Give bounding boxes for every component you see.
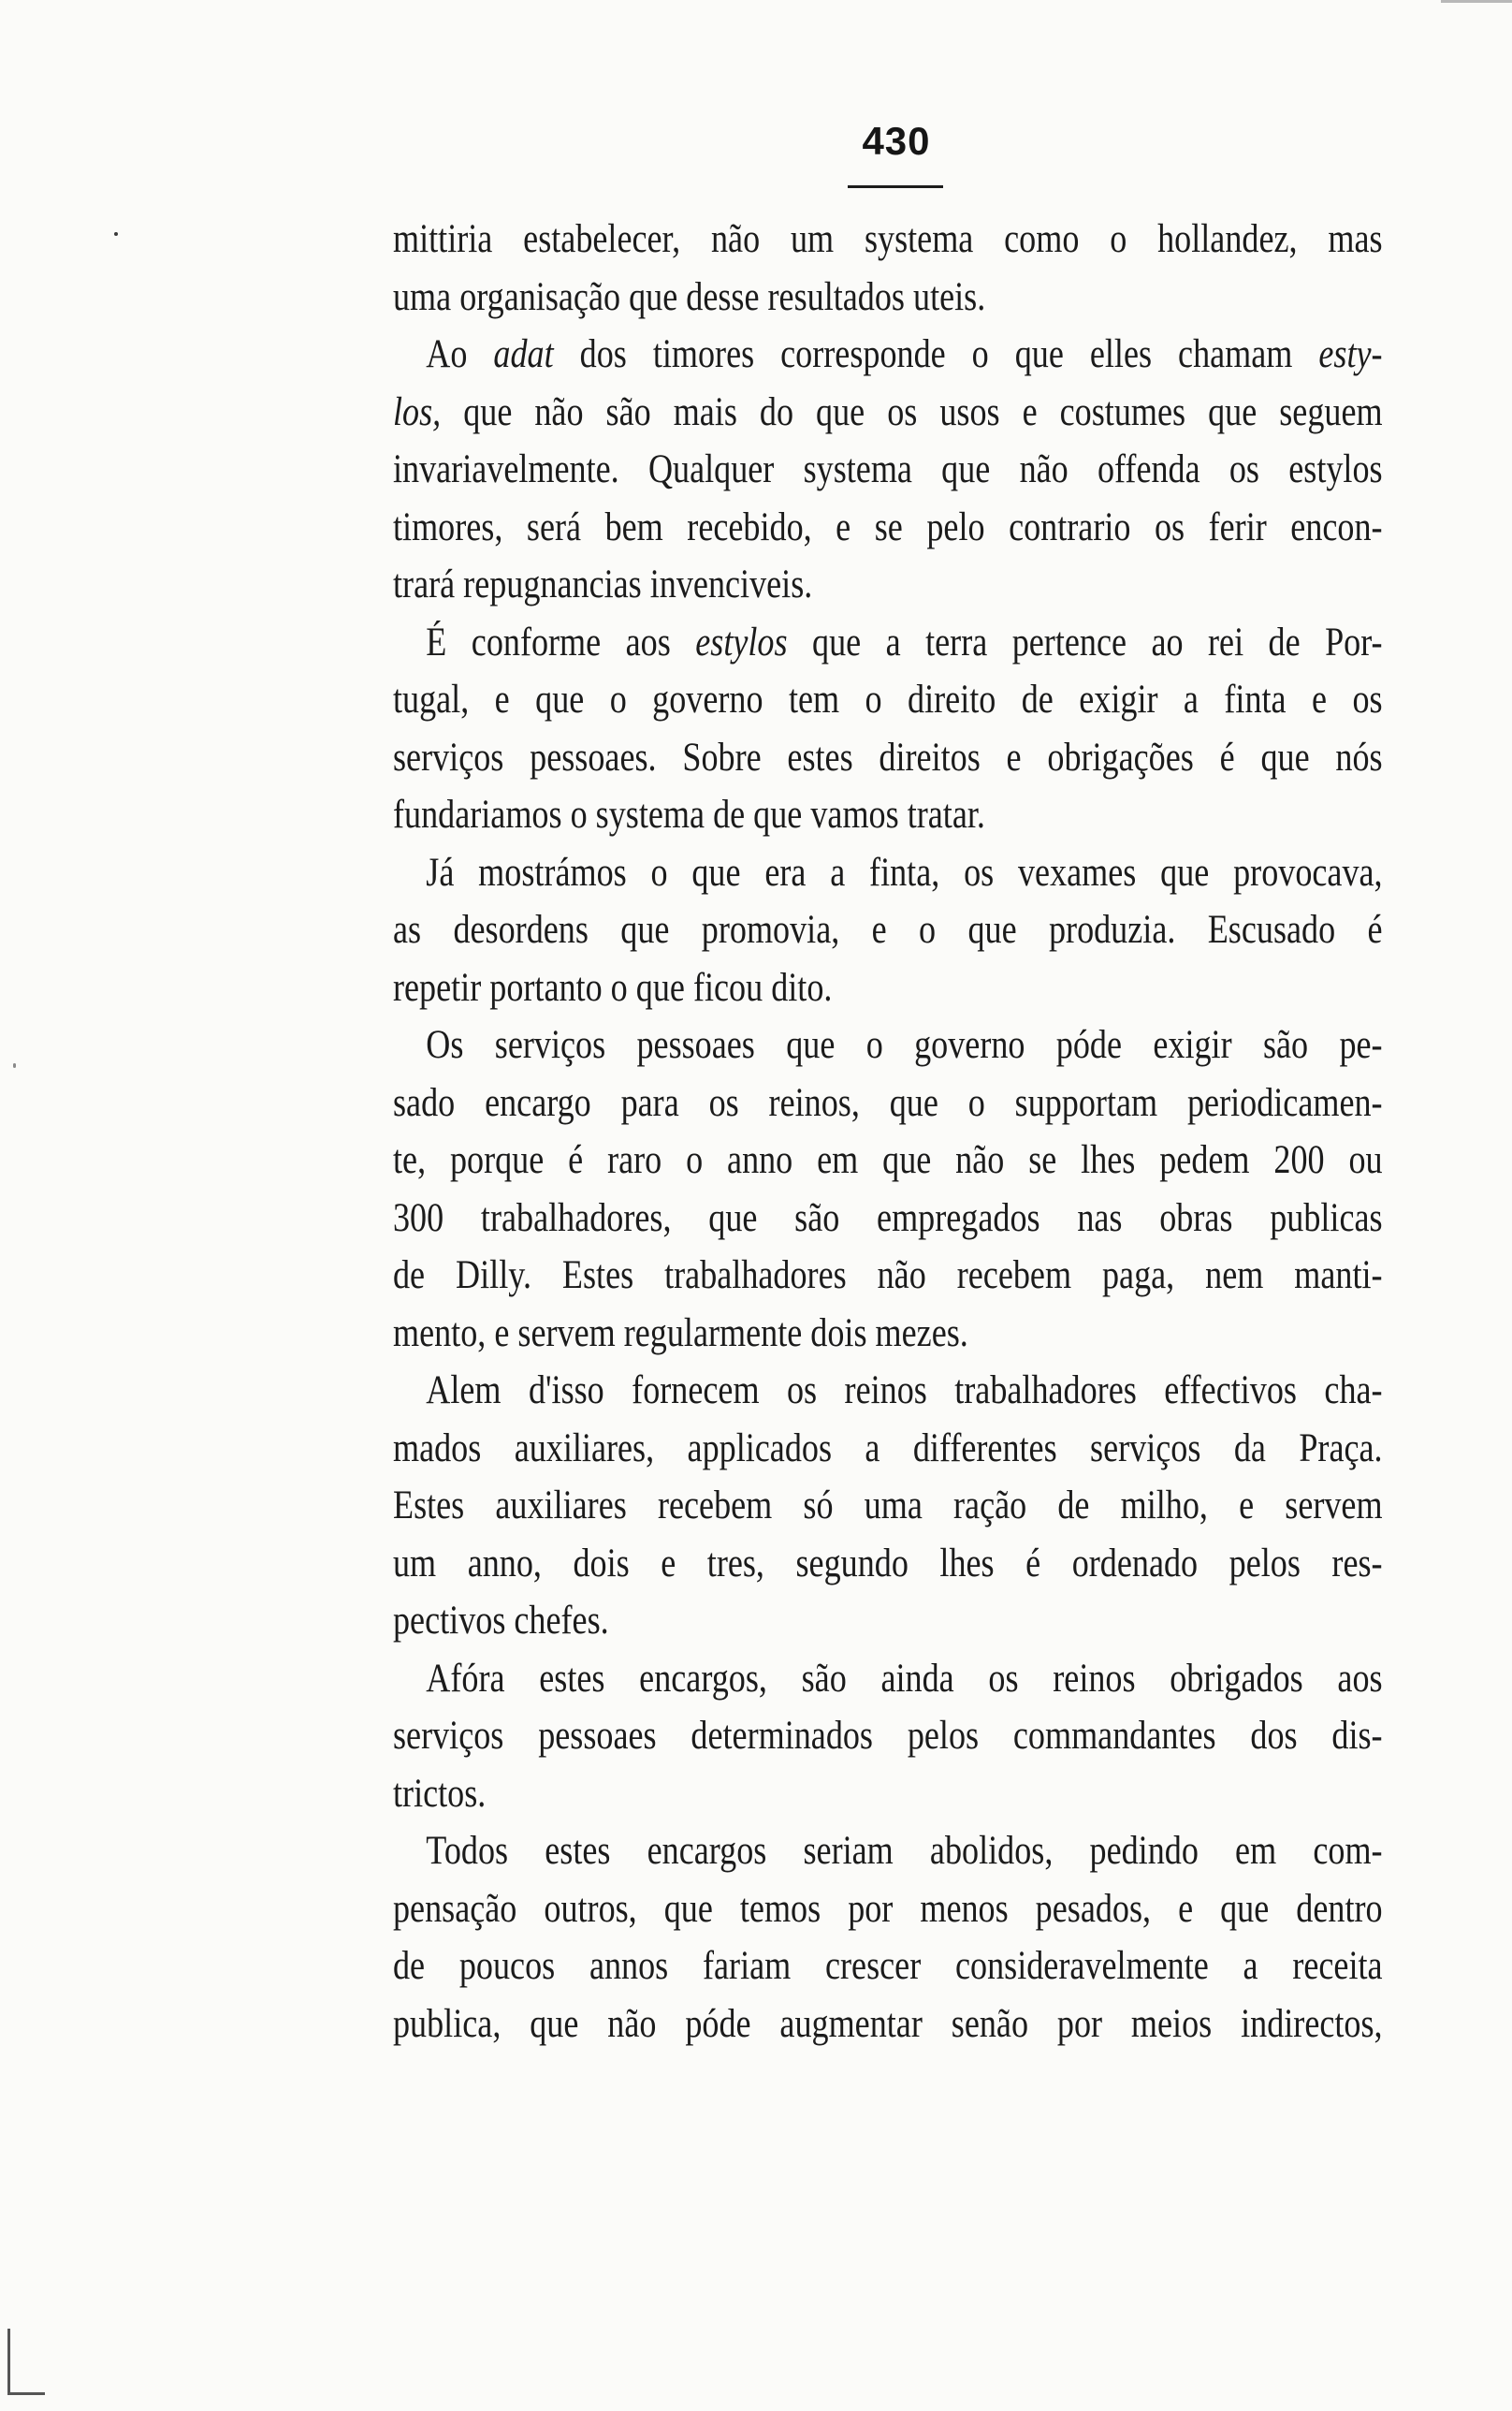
text-line [393, 1707, 1383, 1765]
text-segment: repetir portanto o que ficou dito. [393, 965, 833, 1010]
text-segment: de poucos annos fariam crescer consideravelmente a receita [393, 1944, 1383, 1988]
text-line [393, 1305, 1383, 1363]
text-segment: 300 trabalhadores, que são empregados nas obras publicas [393, 1195, 1383, 1240]
text-line [393, 556, 1383, 614]
text-segment: invariavelmente. Qualquer systema que não offenda os estylos [393, 447, 1383, 491]
text-line [393, 1880, 1383, 1938]
text-segment: pectivos chefes. [393, 1599, 609, 1643]
text-line [393, 1650, 1383, 1708]
text-line [393, 671, 1383, 729]
text-line [393, 959, 1383, 1017]
text-line [393, 1132, 1383, 1190]
text-line [393, 326, 1383, 384]
italic-term: adat [493, 332, 554, 376]
text-segment: pensação outros, que temos por menos pesados, e que dentro [393, 1886, 1383, 1931]
margin-edge-mark [7, 2329, 10, 2394]
italic-term: estylos [695, 620, 788, 665]
text-segment: que não são mais do que os usos e costumes que seguem [441, 389, 1383, 434]
text-segment: serviços pessoaes determinados pelos commandantes dos dis- [393, 1714, 1383, 1758]
text-line [393, 786, 1383, 844]
text-segment: sado encargo para os reinos, que o supportam periodicamen- [393, 1080, 1383, 1125]
text-line [393, 901, 1383, 959]
text-line [393, 211, 1383, 269]
text-segment: Todos estes encargos seriam abolidos, pedindo em com- [426, 1829, 1383, 1873]
text-line [393, 269, 1383, 327]
text-line [393, 1822, 1383, 1880]
text-segment: trictos. [393, 1771, 487, 1816]
text-line [393, 384, 1383, 442]
text-line [393, 1420, 1383, 1478]
text-line [393, 1477, 1383, 1535]
text-segment: Afóra estes encargos, são ainda os reinos obrigados aos [426, 1656, 1383, 1701]
text-segment: de Dilly. Estes trabalhadores não recebem paga, nem manti- [393, 1253, 1383, 1297]
text-segment: mento, e servem regularmente dois mezes. [393, 1310, 968, 1355]
text-segment: Já mostrámos o que era a finta, os vexames que provocava, [426, 850, 1383, 895]
text-segment: mados auxiliares, applicados a differentes serviços da Praça. [393, 1425, 1383, 1470]
text-line [393, 1765, 1383, 1823]
text-line [393, 844, 1383, 902]
text-segment: tugal, e que o governo tem o direito de exigir a finta e os [393, 678, 1383, 722]
margin-speck [13, 1063, 16, 1068]
text-segment: um anno, dois e tres, segundo lhes é ordenado pelos res- [393, 1541, 1383, 1585]
text-segment: É conforme aos [426, 620, 696, 665]
text-segment: que a terra pertence ao rei de Por- [787, 620, 1383, 665]
margin-edge-mark [7, 2392, 45, 2395]
text-line [393, 1937, 1383, 1995]
text-line [393, 1074, 1383, 1132]
text-line [393, 441, 1383, 499]
text-segment: dos timores corresponde o que elles chamam [553, 332, 1319, 376]
body-text [393, 211, 1383, 2053]
text-segment: uma organisação que desse resultados uteis. [393, 274, 986, 319]
text-line [393, 1535, 1383, 1593]
page-number: 430 [862, 119, 931, 163]
text-line [393, 499, 1383, 557]
text-segment: as desordens que promovia, e o que produzia. Escusado é [393, 908, 1383, 952]
text-segment: fundariamos o systema de que vamos tratar. [393, 793, 985, 837]
italic-term: esty- [1318, 332, 1383, 376]
text-line [393, 1362, 1383, 1420]
text-line [393, 614, 1383, 672]
page-number-rule [848, 185, 943, 188]
text-line [393, 1995, 1383, 2053]
text-segment: Alem d'isso fornecem os reinos trabalhadores effectivos cha- [426, 1368, 1383, 1412]
text-segment: Estes auxiliares recebem só uma ração de milho, e servem [393, 1483, 1383, 1527]
margin-speck [114, 232, 118, 236]
text-line [393, 1016, 1383, 1074]
text-segment: Os serviços pessoaes que o governo póde exigir são pe- [426, 1023, 1383, 1067]
text-segment: Ao [426, 332, 494, 376]
margin-edge-mark [1441, 0, 1512, 3]
text-segment: te, porque é raro o anno em que não se lhes pedem 200 ou [393, 1138, 1383, 1182]
text-segment: publica, que não póde augmentar senão por meios indirectos, [393, 2001, 1383, 2046]
text-segment: timores, será bem recebido, e se pelo contrario os ferir encon- [393, 504, 1383, 549]
text-segment: mittiria estabelecer, não um systema como o hollandez, mas [393, 217, 1383, 261]
text-segment: trará repugnancias invenciveis. [393, 563, 813, 606]
text-line [393, 1592, 1383, 1650]
italic-term: los, [393, 389, 442, 434]
text-segment: serviços pessoaes. Sobre estes direitos e obrigações é que nós [393, 735, 1383, 780]
text-line [393, 1190, 1383, 1248]
text-line [393, 1247, 1383, 1305]
text-line [393, 729, 1383, 787]
